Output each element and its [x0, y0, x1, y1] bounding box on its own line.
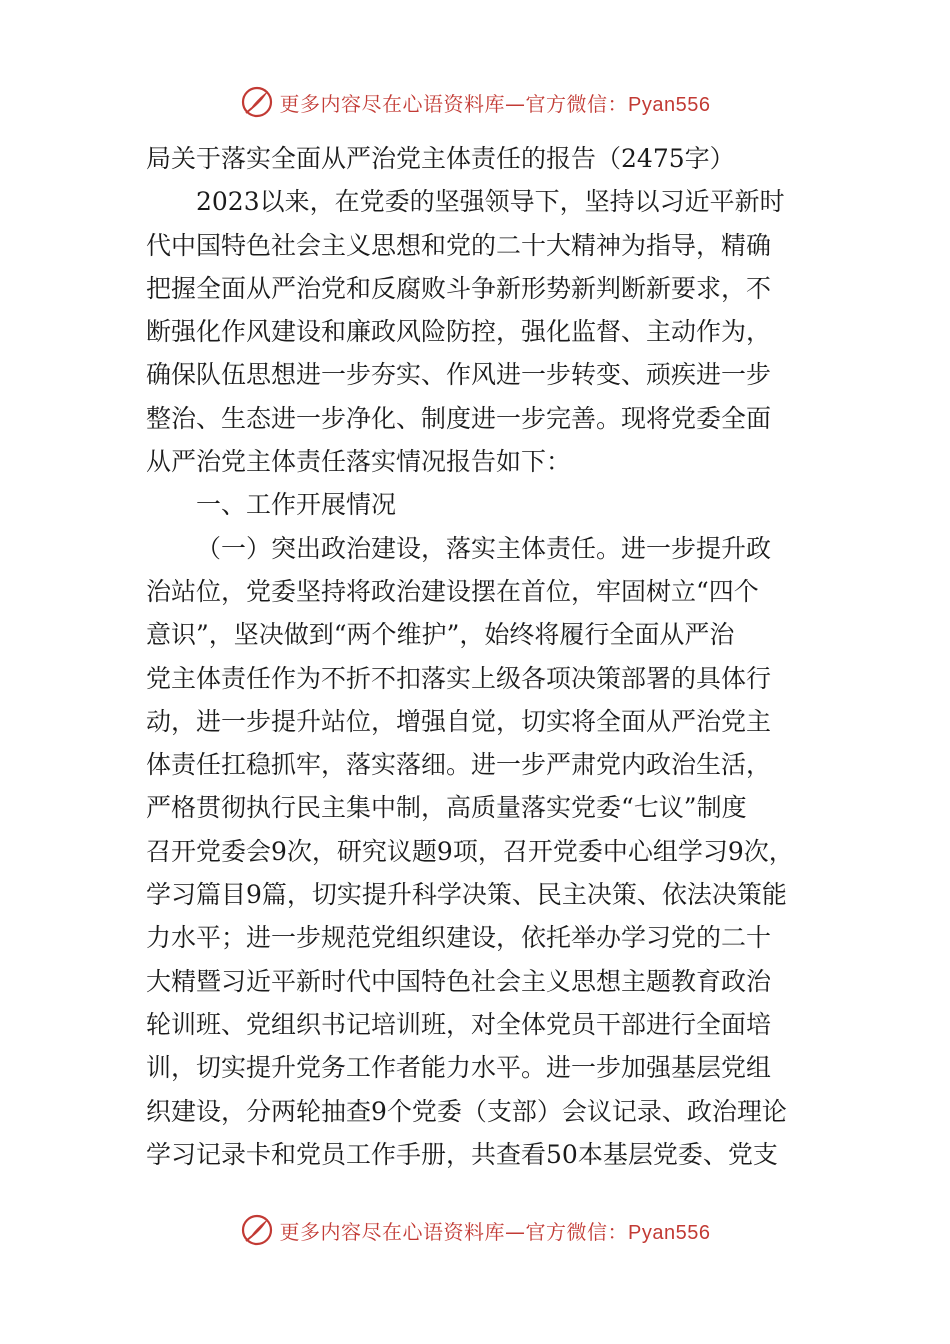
paragraph-line: 代中国特色社会主义思想和党的二十大精神为指导，精确	[146, 230, 772, 260]
paragraph-line: 2023以来，在党委的坚强领导下，坚持以习近平新时	[196, 187, 785, 217]
section-heading: 一、工作开展情况	[196, 490, 397, 520]
paragraph-line: 整治、生态进一步净化、制度进一步完善。现将党委全面	[146, 403, 772, 433]
paragraph-line: 织建设，分两轮抽查9个党委（支部）会议记录、政治理论	[146, 1096, 787, 1126]
paragraph-line: 动，进一步提升站位，增强自觉，切实将全面从严治党主	[146, 706, 772, 736]
paragraph-line: 大精暨习近平新时代中国特色社会主义思想主题教育政治	[146, 966, 772, 996]
paragraph-line: 断强化作风建设和廉政风险防控，强化监督、主动作为，	[146, 317, 772, 347]
paragraph-line: 轮训班、党组织书记培训班，对全体党员干部进行全面培	[146, 1009, 772, 1039]
paragraph-line: 学习记录卡和党员工作手册，共查看50本基层党委、党支	[146, 1139, 778, 1169]
quill-logo-icon	[240, 85, 274, 119]
quill-logo-icon	[240, 1213, 274, 1247]
paragraph-line: 把握全面从严治党和反腐败斗争新形势新判断新要求，不	[146, 273, 772, 303]
watermark-banner-bottom	[0, 1210, 950, 1250]
watermark-banner-top	[0, 82, 950, 122]
paragraph-line: 确保队伍思想进一步夯实、作风进一步转变、顽疾进一步	[146, 360, 772, 390]
paragraph-line: 党主体责任作为不折不扣落实上级各项决策部署的具体行	[146, 663, 772, 693]
paragraph-line: 训，切实提升党务工作者能力水平。进一步加强基层党组	[146, 1053, 772, 1083]
paragraph-line: 严格贯彻执行民主集中制，高质量落实党委“七议”制度	[146, 793, 747, 823]
paragraph-line: 力水平；进一步规范党组织建设，依托举办学习党的二十	[146, 923, 772, 953]
paragraph-line: 学习篇目9篇，切实提升科学决策、民主决策、依法决策能	[146, 880, 787, 910]
watermark-text: 更多内容尽在心语资料库—官方微信：Pyan556	[279, 91, 711, 116]
paragraph-line: 从严治党主体责任落实情况报告如下：	[146, 447, 572, 477]
subsection-heading-line: （一）突出政治建设，落实主体责任。进一步提升政	[196, 533, 772, 563]
paragraph-line: 召开党委会9次，研究议题9项，召开党委中心组学习9次，	[146, 836, 794, 866]
paragraph-line: 体责任扛稳抓牢，落实落细。进一步严肃党内政治生活，	[146, 750, 772, 780]
paragraph-line: 治站位，党委坚持将政治建设摆在首位，牢固树立“四个	[146, 576, 759, 606]
watermark-text: 更多内容尽在心语资料库—官方微信：Pyan556	[279, 1219, 711, 1244]
document-body	[146, 137, 814, 1176]
paragraph-line: 意识”，坚决做到“两个维护”，始终将履行全面从严治	[146, 620, 735, 650]
report-title-line: 局关于落实全面从严治党主体责任的报告（2475字）	[146, 144, 735, 173]
